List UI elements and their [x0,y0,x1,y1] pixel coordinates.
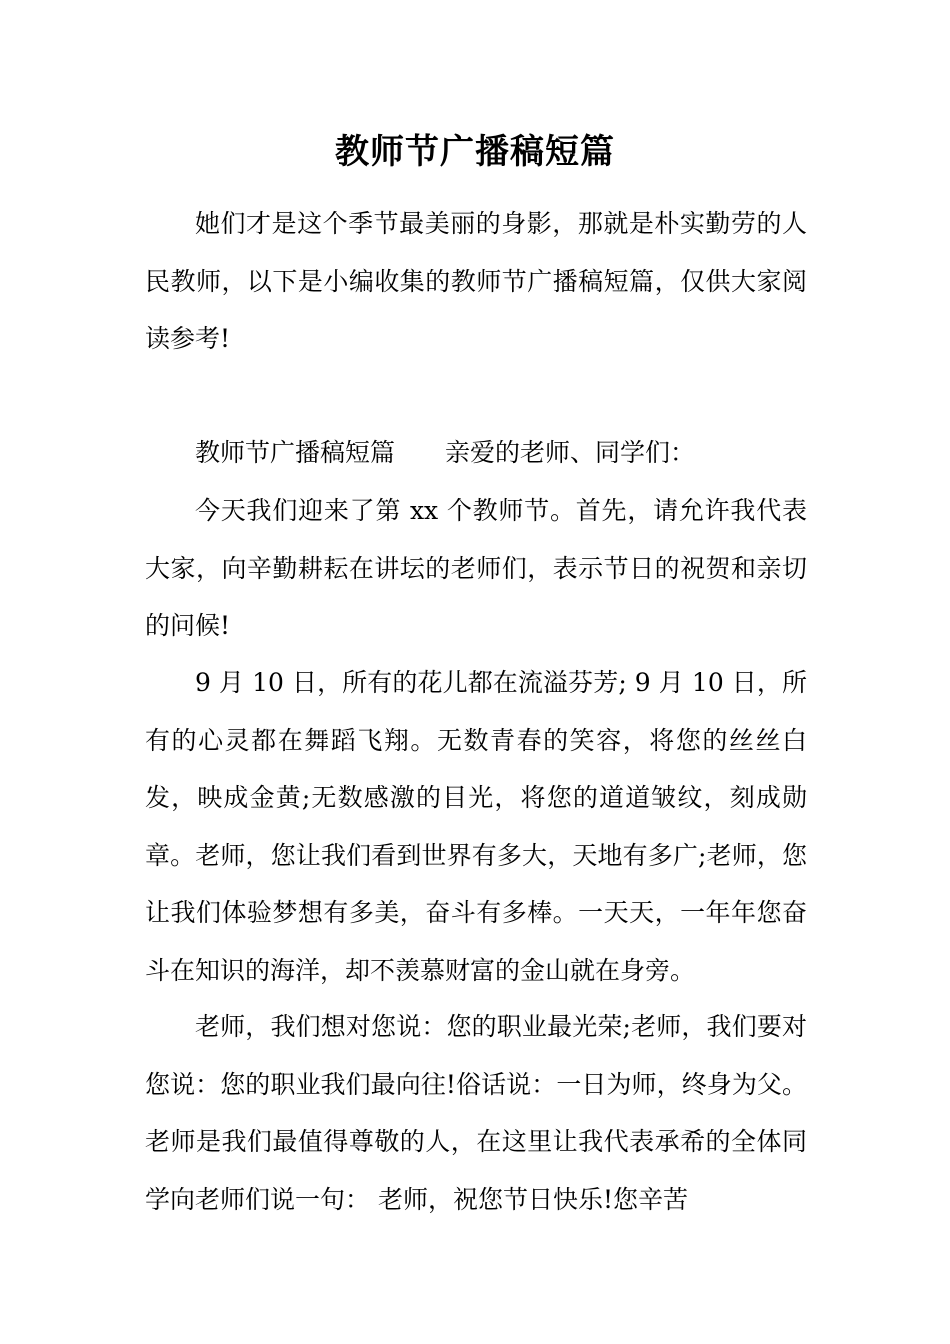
greeting: 亲爱的老师、同学们： [445,438,696,467]
body-paragraph-1: 今天我们迎来了第 xx 个教师节。首先，请允许我代表大家，向辛勤耕耘在讲坛的老师们，表示节日的祝贺和亲切的问候! [145,496,807,640]
subheading: 教师节广播稿短篇 [195,438,396,467]
greeting-line [145,424,807,482]
body-paragraph-3: 老师，我们想对您说：您的职业最光荣;老师，我们要对您说：您的职业我们最向往!俗话说：一日为师，终身为父。老师是我们最值得尊敬的人，在这里让我代表承希的全体同学向老师们说一句： 老师，祝您节日快乐!您辛苦 [145,1012,807,1214]
intro-paragraph: 她们才是这个季节最美丽的身影，那就是朴实勤劳的人民教师，以下是小编收集的教师节广播稿短篇，仅供大家阅读参考! [145,209,807,353]
document-title: 教师节广播稿短篇 [335,132,615,172]
body-paragraph-2: 9 月 10 日，所有的花儿都在流溢芬芳; 9 月 10 日，所有的心灵都在舞蹈飞翔。无数青春的笑容，将您的丝丝白发，映成金黄;无数感激的目光，将您的道道皱纹，刻成勋章。老师，您让我们看到世界有多大，天地有多广;老师，您让我们体验梦想有多美，奋斗有多棒。一天天，一年年您奋斗在知识的海洋，却不羡慕财富的金山就在身旁。 [145,668,807,985]
